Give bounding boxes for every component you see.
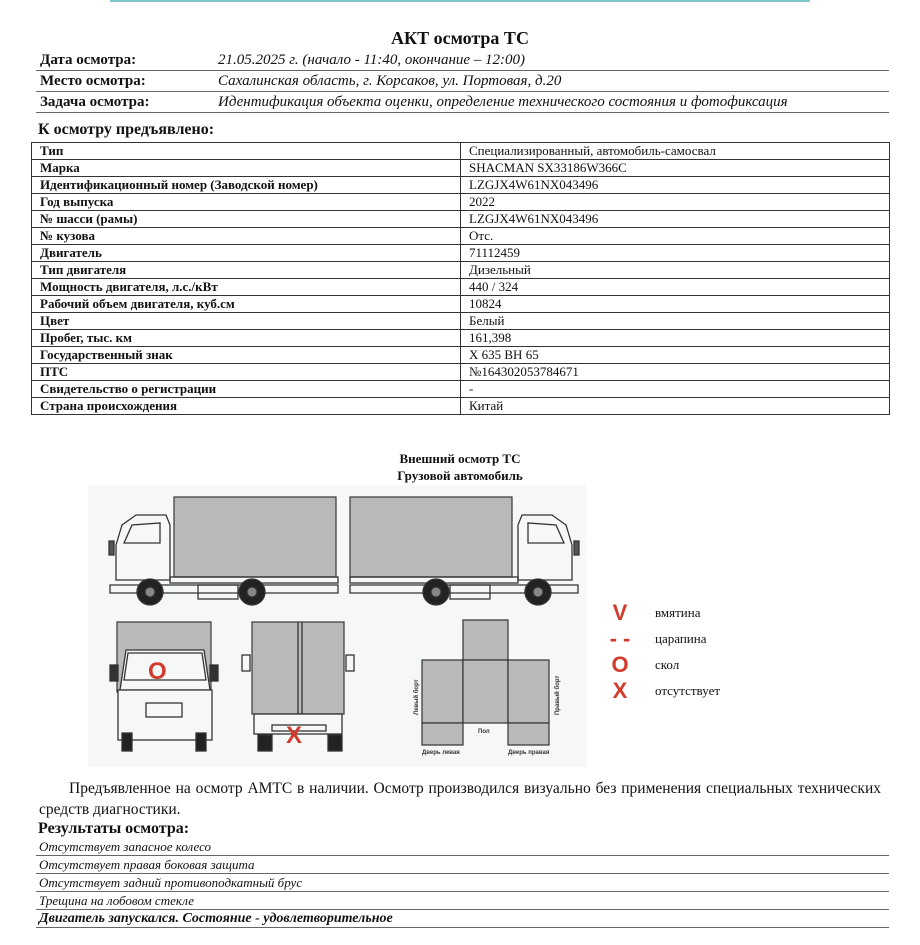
truck-front-view	[110, 622, 218, 751]
top-border-line	[110, 0, 810, 2]
external-title-line2: Грузовой автомобиль	[397, 468, 523, 483]
truck-damage-diagram	[88, 485, 586, 767]
result-item: Отсутствует правая боковая защита	[36, 856, 889, 874]
spec-value: LZGJX4W61NX043496	[461, 211, 890, 228]
spec-value: Дизельный	[461, 262, 890, 279]
document-title: АКТ осмотра ТС	[391, 28, 529, 48]
spec-value: 2022	[461, 194, 890, 211]
spec-key: Тип двигателя	[32, 262, 461, 279]
spec-value: Специализированный, автомобиль-самосвал	[461, 143, 890, 160]
label-left-side: Левый борт	[414, 679, 420, 715]
vehicle-spec-table	[31, 142, 890, 415]
spec-row	[32, 194, 890, 211]
spec-key: Двигатель	[32, 245, 461, 262]
spec-key: № кузова	[32, 228, 461, 245]
spec-value: SHACMAN SX33186W366C	[461, 160, 890, 177]
spec-key: Страна происхождения	[32, 398, 461, 415]
spec-key: Идентификационный номер (Заводской номер)	[32, 177, 461, 194]
truck-side-view-left	[109, 497, 338, 605]
spec-row	[32, 398, 890, 415]
spec-key: Год выпуска	[32, 194, 461, 211]
label-floor: Пол	[478, 729, 490, 735]
spec-value: Х 635 ВН 65	[461, 347, 890, 364]
spec-row	[32, 364, 890, 381]
spec-row	[32, 177, 890, 194]
spec-row	[32, 245, 890, 262]
header-value: Сахалинская область, г. Корсаков, ул. Портовая, д.20	[218, 73, 562, 89]
spec-value: 71112459	[461, 245, 890, 262]
header-info	[36, 50, 889, 113]
spec-key: Государственный знак	[32, 347, 461, 364]
damage-legend	[600, 600, 720, 704]
spec-row	[32, 296, 890, 313]
spec-value: Китай	[461, 398, 890, 415]
spec-row	[32, 228, 890, 245]
legend-item-chip	[600, 652, 720, 678]
spec-row	[32, 381, 890, 398]
spec-row	[32, 279, 890, 296]
spec-value: -	[461, 381, 890, 398]
presented-heading: К осмотру предъявлено:	[38, 121, 215, 138]
spec-row	[32, 160, 890, 177]
damage-mark-missing-rear: X	[286, 722, 303, 749]
legend-label: вмятина	[655, 605, 701, 620]
spec-key: ПТС	[32, 364, 461, 381]
header-row-task	[36, 92, 889, 113]
dent-symbol-icon: V	[612, 600, 628, 625]
spec-key: Рабочий объем двигателя, куб.см	[32, 296, 461, 313]
external-title-line1: Внешний осмотр ТС	[399, 451, 521, 466]
results-heading: Результаты осмотра:	[38, 820, 190, 837]
header-row-date	[36, 50, 889, 71]
spec-key: Цвет	[32, 313, 461, 330]
header-label: Место осмотра:	[40, 73, 146, 89]
cargo-box-unfolded-diagram	[422, 620, 549, 745]
spec-value: Белый	[461, 313, 890, 330]
damage-mark-chip-windshield: O	[148, 658, 167, 685]
spec-value: LZGJX4W61NX043496	[461, 177, 890, 194]
spec-value: 440 / 324	[461, 279, 890, 296]
legend-item-scratch	[600, 626, 720, 652]
legend-item-missing	[600, 678, 720, 704]
spec-row	[32, 330, 890, 347]
truck-side-view-right	[350, 497, 579, 605]
result-item: Отсутствует задний противоподкатный брус	[36, 874, 889, 892]
spec-value: Отс.	[461, 228, 890, 245]
header-row-place	[36, 71, 889, 92]
spec-row	[32, 143, 890, 160]
spec-key: № шасси (рамы)	[32, 211, 461, 228]
result-item-engine: Двигатель запускался. Состояние - удовлетворительное	[36, 910, 889, 928]
spec-key: Пробег, тыс. км	[32, 330, 461, 347]
header-label: Задача осмотра:	[40, 94, 150, 110]
spec-row	[32, 313, 890, 330]
label-right-side: Правый борт	[555, 675, 561, 715]
result-item: Отсутствует запасное колесо	[36, 838, 889, 856]
spec-value: 161,398	[461, 330, 890, 347]
external-inspection-title	[0, 450, 920, 484]
spec-key: Марка	[32, 160, 461, 177]
legend-label: скол	[655, 657, 680, 672]
label-left-door: Дверь левая	[422, 750, 460, 756]
spec-key: Мощность двигателя, л.с./кВт	[32, 279, 461, 296]
spec-value: №164302053784671	[461, 364, 890, 381]
result-item: Трещина на лобовом стекле	[36, 892, 889, 910]
header-label: Дата осмотра:	[40, 52, 137, 68]
scratch-symbol-icon: - -	[609, 626, 631, 651]
legend-label: царапина	[655, 631, 707, 646]
label-right-door: Дверь правая	[508, 750, 550, 756]
legend-label: отсутствует	[655, 683, 721, 698]
inspection-note-paragraph: Предъявленное на осмотр АМТС в наличии. Осмотр производился визуально без применения специальных технических средств диагностики.	[39, 780, 881, 818]
spec-row	[32, 347, 890, 364]
header-value: 21.05.2025 г. (начало - 11:40, окончание – 12:00)	[218, 52, 526, 68]
chip-symbol-icon: O	[611, 652, 629, 677]
spec-value: 10824	[461, 296, 890, 313]
legend-item-dent	[600, 600, 720, 626]
header-value: Идентификация объекта оценки, определение технического состояния и фотофиксация	[218, 94, 788, 110]
missing-symbol-icon: X	[612, 678, 628, 703]
results-list	[36, 838, 889, 928]
spec-key: Свидетельство о регистрации	[32, 381, 461, 398]
spec-row	[32, 262, 890, 279]
spec-row	[32, 211, 890, 228]
spec-key: Тип	[32, 143, 461, 160]
